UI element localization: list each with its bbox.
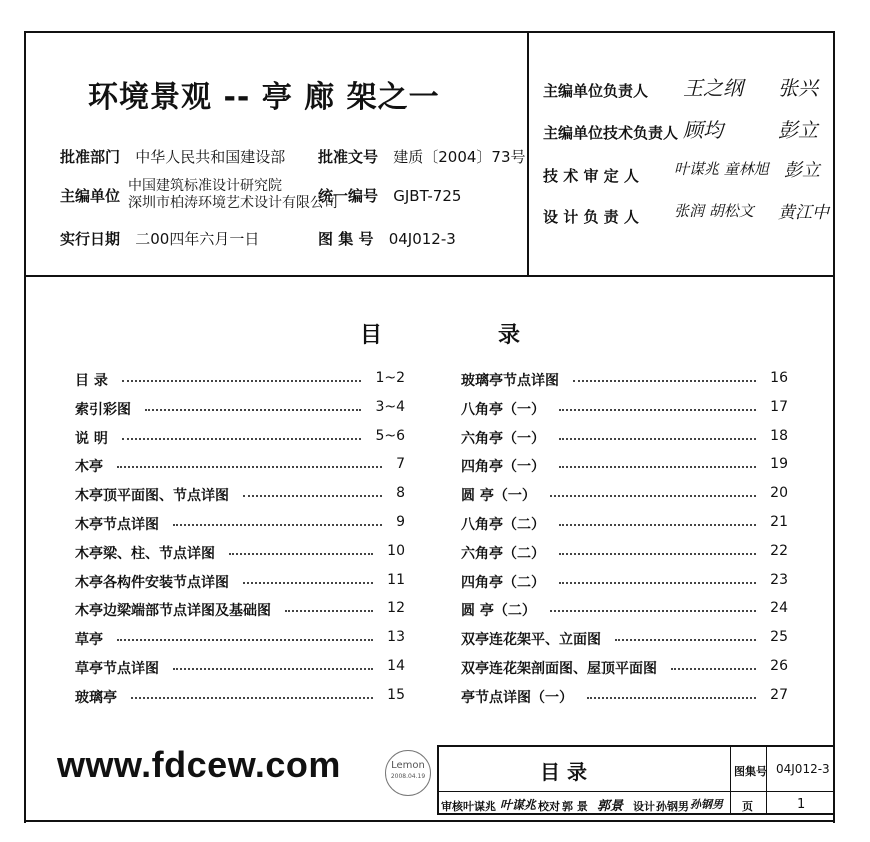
toc-entry-page: 13: [387, 629, 405, 646]
toc-entry[interactable]: [75, 514, 405, 534]
signature-3a: 叶谋兆 童林旭: [674, 160, 769, 178]
toc-entry-label: 双亭连花架平、立面图: [461, 632, 601, 649]
toc-entry-page: 16: [770, 370, 788, 386]
toc-entry-label: 玻璃亭节点详图: [461, 373, 559, 389]
toc-entry[interactable]: [461, 629, 788, 649]
toc-entry[interactable]: [75, 456, 405, 476]
page-number: 1: [797, 797, 806, 812]
page-title: 环境景观 -- 亭 廊 架之一: [88, 80, 440, 115]
effective-date-label: 实行日期: [60, 230, 121, 248]
toc-entry-page: 11: [387, 571, 405, 588]
toc-entry[interactable]: [75, 687, 405, 707]
signature-1b: 张兴: [778, 76, 818, 100]
toc-entry-label: 亭节点详图（一）: [461, 689, 573, 706]
editor-org-label: 主编单位: [60, 187, 121, 205]
toc-entry-page: 19: [770, 456, 788, 473]
website-watermark: www.fdcew.com: [57, 744, 341, 785]
stamp-name: Lemon: [391, 760, 425, 771]
toc-entry-page: 18: [770, 427, 788, 444]
toc-entry[interactable]: [75, 428, 405, 448]
toc-entry[interactable]: [461, 687, 788, 707]
toc-entry[interactable]: [75, 370, 405, 390]
toc-entry-page: 9: [396, 514, 405, 530]
toc-entry-label: 草亭节点详图: [75, 661, 159, 677]
toc-entry-leader: [559, 438, 756, 440]
toc-entry-label: 木亭: [75, 459, 103, 476]
toc-heading-right: 录: [498, 323, 521, 348]
toc-entry-label: 八角亭（二）: [461, 517, 545, 533]
toc-entry-leader: [117, 466, 382, 468]
toc-entry[interactable]: [75, 399, 405, 419]
toc-entry-leader: [559, 409, 756, 411]
title-block-vline-2: [766, 745, 767, 815]
unified-no: [318, 185, 461, 206]
toc-entry[interactable]: [461, 572, 788, 592]
sig-role-2: 主编单位技术负责人: [543, 124, 679, 142]
toc-entry-page: 14: [387, 658, 405, 674]
signature-2b: 彭立: [778, 118, 818, 142]
toc-entry-label: 目 录: [75, 373, 108, 389]
toc-entry-page: 20: [770, 485, 788, 502]
toc-entry-label: 说 明: [75, 430, 108, 447]
review-label: 审核: [441, 800, 463, 813]
toc-entry-page: 17: [770, 398, 788, 415]
toc-entry[interactable]: [75, 543, 405, 563]
toc-entry-leader: [587, 697, 756, 699]
sig-role-1: 主编单位负责人: [543, 82, 649, 100]
approval-doc: [318, 146, 526, 167]
toc-entry-page: 26: [770, 658, 788, 674]
toc-entry-leader: [550, 610, 756, 612]
checker-name: 郭 景: [562, 800, 588, 813]
toc-heading-left: 目: [360, 323, 383, 348]
toc-entry-page: 12: [387, 600, 405, 617]
checker-signature: 郭景: [597, 799, 624, 814]
toc-entry-leader: [559, 466, 756, 468]
toc-entry-page: 8: [396, 485, 405, 502]
signature-3b: 彭立: [784, 160, 820, 181]
editor-org-2: 深圳市柏涛环境艺术设计有限公司: [128, 195, 338, 211]
atlas-no: [318, 228, 456, 249]
toc-entry-leader: [559, 553, 756, 555]
title-block-atlas-no: 04J012-3: [776, 762, 830, 776]
design-label: 设计: [633, 800, 655, 813]
toc-entry-page: 5~6: [375, 427, 405, 444]
designer-name: 孙钢男: [656, 800, 689, 813]
toc-entry-leader: [173, 668, 373, 670]
toc-entry-label: 木亭各构件安装节点详图: [75, 574, 229, 591]
toc-entry-label: 四角亭（二）: [461, 574, 545, 591]
toc-entry-label: 木亭梁、柱、节点详图: [75, 545, 215, 562]
title-block-vline-1: [730, 745, 731, 815]
effective-date: [60, 228, 259, 249]
designer-signature: 孙钢男: [690, 798, 723, 811]
title-block-hline: [437, 791, 835, 792]
signature-1a: 王之纲: [683, 76, 743, 100]
toc-entry[interactable]: [75, 629, 405, 649]
sig-role-4: 设 计 负 责 人: [543, 208, 639, 226]
toc-entry-leader: [559, 524, 756, 526]
toc-entry[interactable]: [461, 428, 788, 448]
toc-entry-page: 24: [770, 600, 788, 617]
toc-entry[interactable]: [461, 485, 788, 505]
toc-entry-label: 六角亭（二）: [461, 545, 545, 562]
title-block-atlas-label: 图集号: [734, 765, 767, 778]
toc-entry-label: 四角亭（一）: [461, 459, 545, 476]
signature-2a: 顾均: [683, 118, 723, 142]
unified-no-label: 统一编号: [318, 187, 379, 205]
toc-entry-page: 3~4: [375, 398, 405, 415]
toc-entry-label: 八角亭（一）: [461, 401, 545, 418]
page-label: 页: [742, 800, 753, 813]
toc-entry-leader: [145, 409, 361, 411]
toc-entry-page: 21: [770, 514, 788, 530]
bottom-border: [24, 820, 835, 822]
toc-entry[interactable]: [461, 658, 788, 678]
date-stamp: [385, 750, 431, 796]
approval-dept-value: 中华人民共和国建设部: [135, 148, 286, 166]
unified-no-value: GJBT-725: [393, 187, 462, 205]
sig-role-3: 技 术 审 定 人: [543, 167, 639, 185]
approval-dept: [60, 146, 285, 167]
signature-4a: 张润 胡松文: [674, 202, 754, 220]
toc-entry-leader: [615, 639, 756, 641]
toc-entry-page: 7: [396, 456, 405, 473]
toc-entry-leader: [243, 495, 382, 497]
toc-entry-leader: [285, 610, 373, 612]
reviewer-signature: 叶谋兆: [500, 798, 537, 812]
toc-entry-label: 玻璃亭: [75, 689, 117, 706]
stamp-date: 2008.04.19: [390, 773, 426, 780]
toc-entry[interactable]: [75, 572, 405, 592]
title-block-title: 目 录: [540, 760, 587, 784]
toc-entry-label: 圆 亭（一）: [461, 488, 536, 505]
toc-entry-leader: [122, 438, 362, 440]
toc-entry-leader: [559, 582, 756, 584]
toc-entry-label: 草亭: [75, 632, 103, 649]
toc-entry-leader: [117, 639, 373, 641]
toc-entry[interactable]: [461, 543, 788, 563]
check-label: 校对: [538, 800, 560, 813]
toc-entry-label: 木亭节点详图: [75, 517, 159, 533]
toc-entry[interactable]: [75, 600, 405, 620]
toc-entry-leader: [573, 380, 756, 382]
atlas-no-value: 04J012-3: [388, 230, 456, 248]
toc-entry-label: 木亭顶平面图、节点详图: [75, 488, 229, 505]
effective-date-value: 二00四年六月一日: [135, 230, 260, 248]
toc-entry-label: 六角亭（一）: [461, 430, 545, 447]
editor-org: [128, 178, 338, 212]
toc-entry-page: 23: [770, 571, 788, 588]
toc-entry[interactable]: [75, 658, 405, 678]
toc-entry-leader: [229, 553, 373, 555]
atlas-no-label: 图 集 号: [318, 230, 374, 248]
toc-entry-page: 27: [770, 686, 788, 703]
approval-doc-label: 批准文号: [318, 148, 379, 166]
toc-entry-leader: [671, 668, 756, 670]
header-divider: [527, 31, 529, 277]
approval-dept-label: 批准部门: [60, 148, 121, 166]
toc-entry-leader: [122, 380, 362, 382]
toc-entry-page: 15: [387, 686, 405, 703]
signature-4b: 黄江中: [778, 203, 829, 223]
toc-entry-page: 10: [387, 542, 405, 559]
toc-entry[interactable]: [461, 370, 788, 390]
toc-entry-label: 索引彩图: [75, 401, 131, 418]
toc-entry-leader: [243, 582, 373, 584]
toc-entry[interactable]: [461, 600, 788, 620]
toc-entry[interactable]: [461, 514, 788, 534]
toc-entry-label: 圆 亭（二）: [461, 603, 536, 620]
approval-doc-value: 建质〔2004〕73号: [393, 148, 526, 166]
editor-org-1: 中国建筑标准设计研究院: [128, 178, 282, 194]
toc-entry[interactable]: [461, 456, 788, 476]
toc-entry-label: 双亭连花架剖面图、屋顶平面图: [461, 661, 657, 677]
toc-entry-page: 1~2: [375, 370, 405, 386]
reviewer-name: 叶谋兆: [463, 800, 496, 813]
toc-entry-leader: [550, 495, 756, 497]
toc-entry[interactable]: [75, 485, 405, 505]
toc-entry-leader: [131, 697, 373, 699]
toc-entry-leader: [173, 524, 382, 526]
toc-entry-page: 25: [770, 629, 788, 646]
toc-entry-label: 木亭边梁端部节点详图及基础图: [75, 603, 271, 620]
toc-entry-page: 22: [770, 542, 788, 559]
toc-entry[interactable]: [461, 399, 788, 419]
